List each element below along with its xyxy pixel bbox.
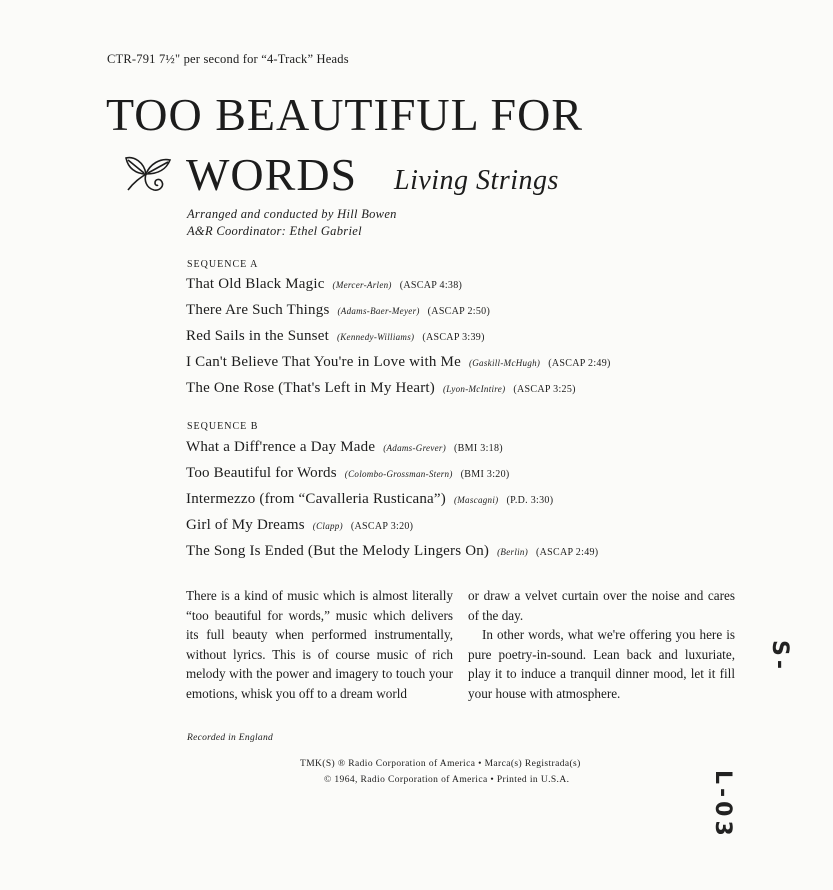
track-writers: (Adams-Baer-Meyer) [337, 306, 420, 316]
track-writers: (Kennedy-Williams) [336, 332, 415, 342]
track-title: There Are Such Things [186, 302, 330, 318]
track-license: (P.D. 3:30) [506, 495, 554, 506]
sequence-a-label: SEQUENCE A [187, 259, 259, 270]
track-title: Intermezzo (from “Cavalleria Rusticana”) [186, 491, 446, 507]
track-row [186, 543, 598, 560]
recorded-note: Recorded in England [187, 733, 274, 743]
album-title-line2: WORDS [186, 149, 358, 200]
track-writers: (Lyon-McIntire) [442, 384, 506, 394]
trademark-line: TMK(S) ® Radio Corporation of America • Marca(s) Registrada(s) [300, 759, 581, 769]
track-title: That Old Black Magic [186, 276, 325, 292]
catalog-line: CTR-791 7½" per second for “4-Track” Heads [107, 52, 349, 66]
track-writers: (Adams-Grever) [383, 443, 447, 453]
liner-notes-paragraph: or draw a velvet curtain over the noise and cares of the day. [468, 588, 735, 623]
track-row [186, 439, 503, 456]
track-row [186, 465, 510, 482]
track-row [186, 276, 462, 293]
arranger-credit: Arranged and conducted by Hill Bowen [187, 207, 397, 221]
track-row [186, 491, 553, 508]
coordinator-credit: A&R Coordinator: Ethel Gabriel [187, 224, 362, 238]
artist-name: Living Strings [394, 165, 559, 196]
track-writers: (Clapp) [312, 521, 343, 531]
track-title: The One Rose (That's Left in My Heart) [186, 380, 435, 396]
liner-notes-paragraph: There is a kind of music which is almost literally “too beautiful for words,” music which delivers its full beauty when performed instrumentally, without lyrics. This is of course music of rich melody with the power and imagery to touch your emotions, whisk you off to a dream world [186, 588, 453, 701]
copyright-line: © 1964, Radio Corporation of America • Printed in U.S.A. [324, 775, 570, 785]
liner-notes-column-2 [468, 586, 735, 704]
track-title: I Can't Believe That You're in Love with Me [186, 354, 461, 370]
track-license: (ASCAP 2:50) [427, 306, 491, 317]
track-writers: (Berlin) [497, 547, 529, 557]
track-license: (ASCAP 3:20) [350, 521, 414, 532]
track-title: Red Sails in the Sunset [186, 328, 329, 344]
track-row [186, 517, 413, 534]
track-title: Girl of My Dreams [186, 517, 305, 533]
stamp-code-bottom: L-03 [710, 770, 735, 840]
stamp-code-top: S- [767, 640, 792, 673]
track-title: The Song Is Ended (But the Melody Lingers On) [186, 543, 490, 559]
track-license: (BMI 3:20) [460, 469, 510, 480]
track-row [186, 354, 611, 371]
track-writers: (Gaskill-McHugh) [468, 358, 541, 368]
credits [187, 206, 397, 240]
track-writers: (Colombo-Grossman-Stern) [344, 469, 453, 479]
track-license: (ASCAP 2:49) [548, 358, 611, 369]
track-license: (ASCAP 2:49) [536, 547, 599, 558]
track-license: (BMI 3:18) [454, 443, 503, 454]
track-writers: (Mercer-Arlen) [332, 280, 392, 290]
track-license: (ASCAP 4:38) [399, 280, 463, 291]
track-license: (ASCAP 3:25) [513, 384, 576, 395]
track-license: (ASCAP 3:39) [422, 332, 485, 343]
sequence-b-label: SEQUENCE B [187, 421, 259, 432]
liner-notes-paragraph: In other words, what we're offering you here is pure poetry-in-sound. Lean back and luxuriate, play it to induce a tranquil dinner mood, let it fill your house with atmosphere. [468, 627, 735, 701]
leaf-ornament-icon [120, 152, 174, 196]
track-row [186, 328, 485, 345]
liner-notes-column-1 [186, 586, 453, 704]
album-title-line1: TOO BEAUTIFUL FOR [106, 89, 584, 140]
track-title: What a Diff'rence a Day Made [186, 439, 376, 455]
track-row [186, 302, 490, 319]
track-row [186, 380, 576, 397]
track-writers: (Mascagni) [453, 495, 499, 505]
track-title: Too Beautiful for Words [186, 465, 337, 481]
